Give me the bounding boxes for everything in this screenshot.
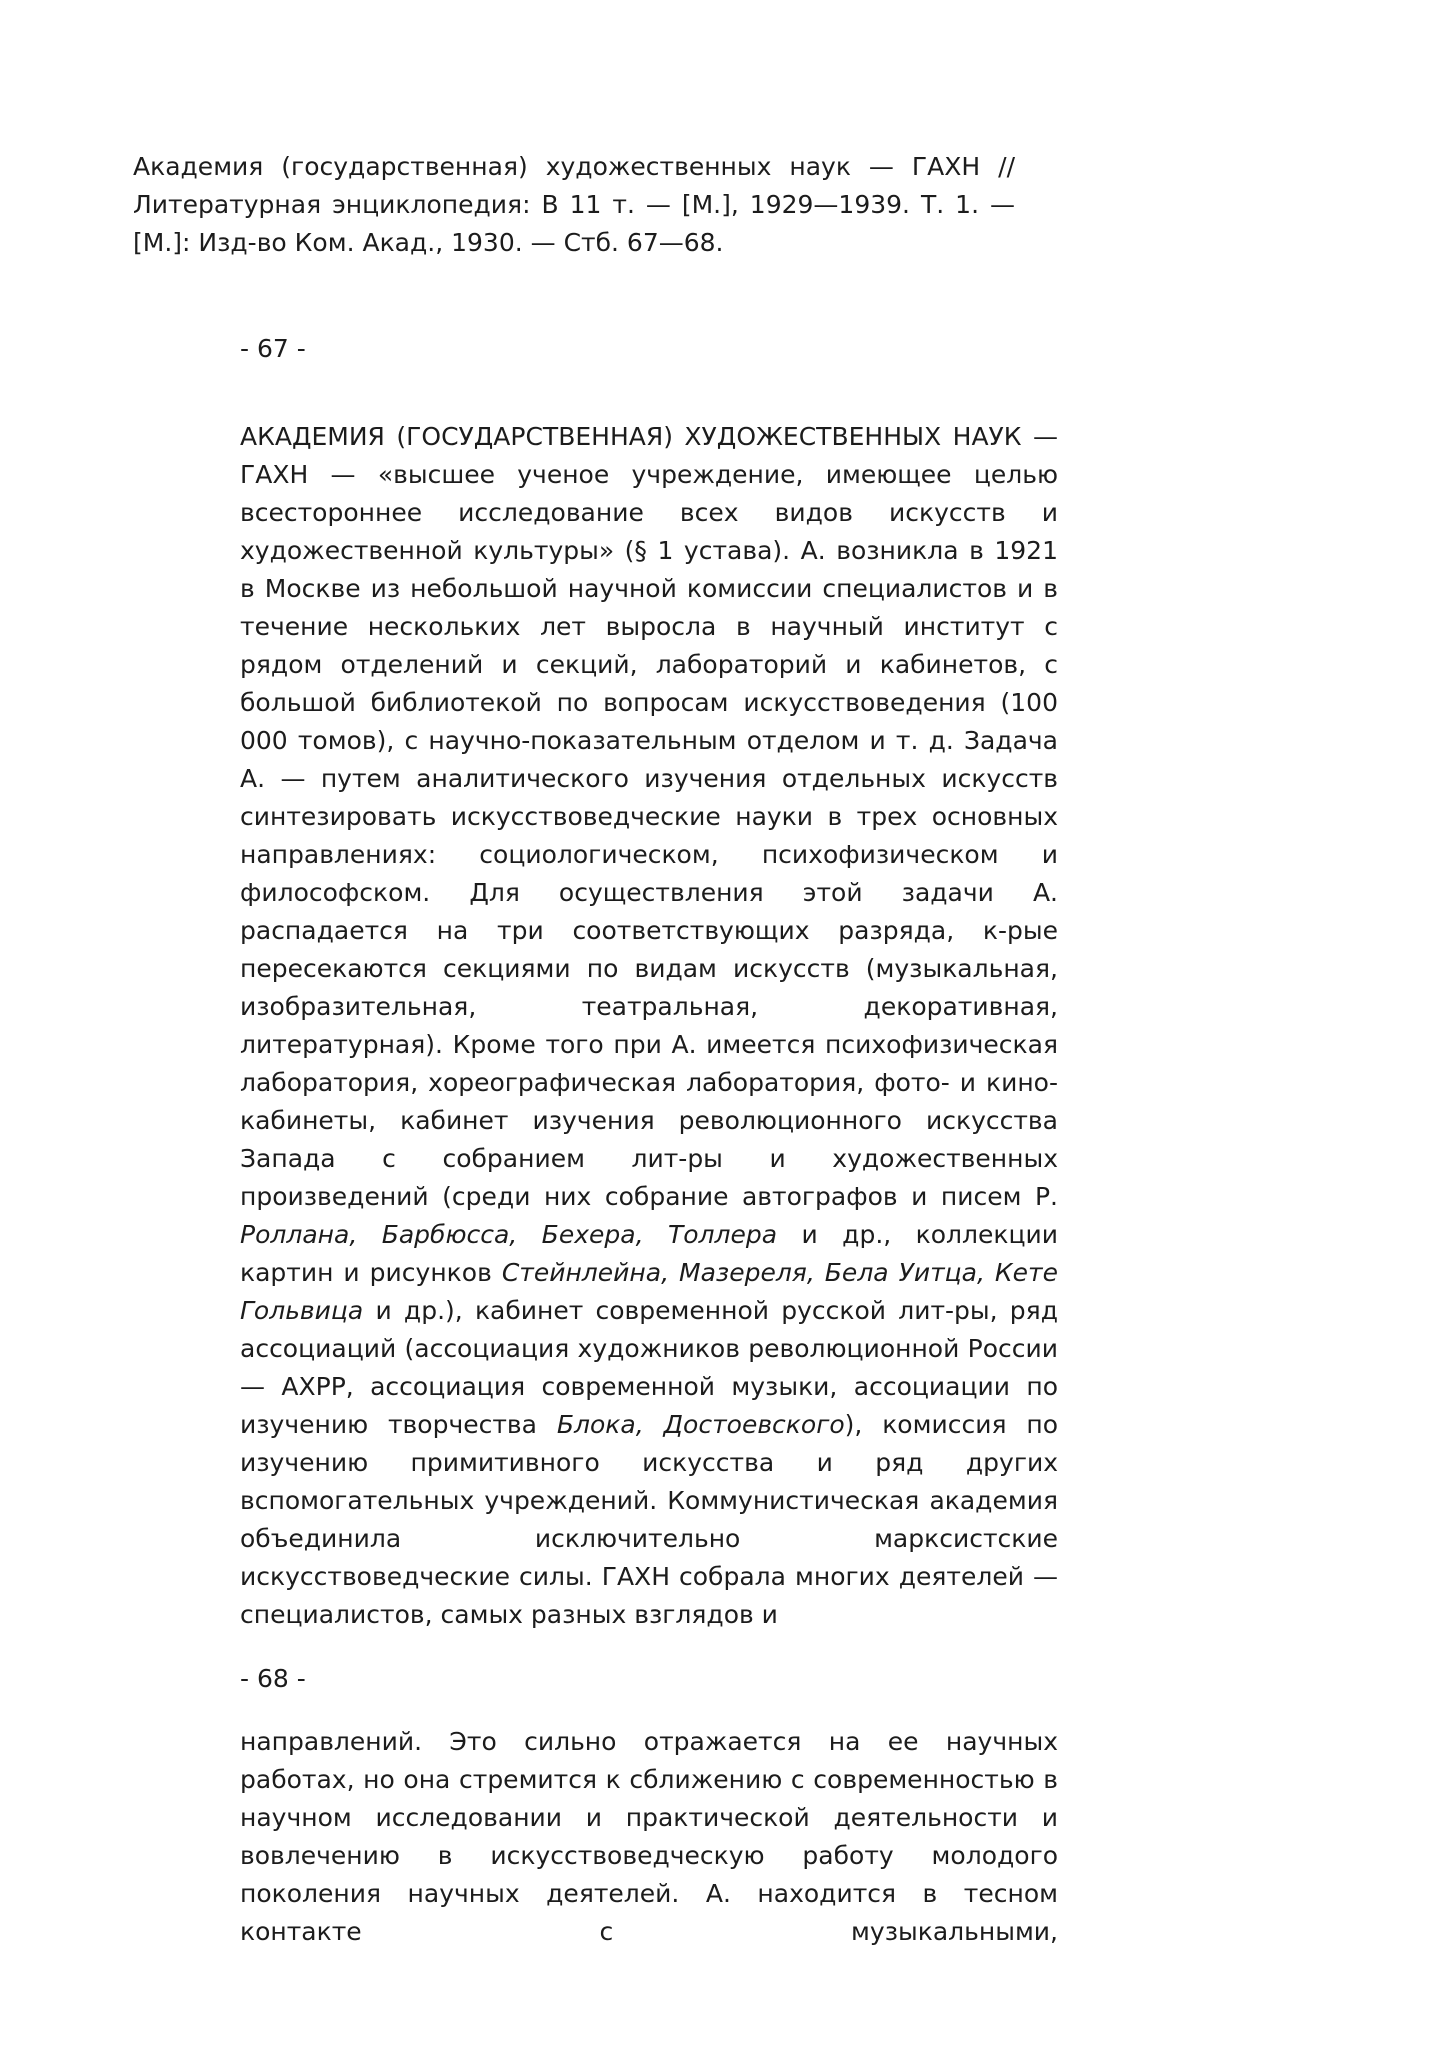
italic-name-run: Стейнлейна, Мазереля, Бела Уитца, Кете Гольвица (240, 1258, 1059, 1325)
article-paragraph-2 (240, 1723, 1058, 1951)
bibliographic-citation: Академия (государственная) художественных наук — ГАХН // Литературная энциклопедия: В 11 т. — [М.], 1929—1939. Т. 1. — [М.]: Изд-во Ком. Акад., 1930. — Стб. 67—68. (133, 152, 1015, 257)
italic-name-run: Блока, Достоевского (556, 1410, 845, 1439)
text-run: и др.), кабинет современной русской лит-ры, ряд ассоциаций (ассоциация художников революционной России — АХРР, ассоциация современной музыки, ассоциации по изучению творчества (240, 1296, 1058, 1439)
text-run: направлений. Это сильно отражается на ее научных работах, но она стремится к сближению с современностью в научном исследовании и практической деятельности и вовлечению в искусствоведческую работу молодого поколения научных деятелей. А. находится в тесном контакте с музыкальными, (240, 1727, 1058, 1946)
text-run: ), комиссия по изучению примитивного искусства и ряд других вспомогательных учреждений. Коммунистическая академия объединила исключительно марксистские искусствоведческие силы. ГАХН собрала многих деятелей — специалистов, самых разных взглядов и (240, 1410, 1058, 1629)
article-paragraph-1 (240, 418, 1058, 1634)
italic-name-run: Роллана, Барбюсса, Бехера, Толлера (240, 1220, 778, 1249)
text-run: и др., коллекции картин и рисунков (240, 1220, 1058, 1287)
column-marker-67: - 67 - (240, 334, 306, 363)
text-run: АКАДЕМИЯ (ГОСУДАРСТВЕННАЯ) ХУДОЖЕСТВЕННЫХ НАУК — ГАХН — «высшее ученое учреждение, имеющее целью всестороннее исследование всех видов искусств и художественной культуры» (§ 1 устава). А. возникла в 1921 в Москве из небольшой научной комиссии специалистов и в течение нескольких лет выросла в научный институт с рядом отделений и секций, лабораторий и кабинетов, с большой библиотекой по вопросам искусствоведения (100 000 томов), с научно-показательным отделом и т. д. Задача А. — путем аналитического изучения отдельных искусств синтезировать искусствоведческие науки в трех основных направлениях: социологическом, психофизическом и философском. Для осуществления этой задачи А. распадается на три соответствующих разряда, к-рые пересекаются секциями по видам искусств (музыкальная, изобразительная, театральная, декоративная, литературная). Кроме того при А. имеется психофизическая лаборатория, хореографическая лаборатория, фото- и кино-кабинеты, кабинет изучения революционного искусства Запада с собранием лит-ры и художественных произведений (среди них собрание автографов и писем Р. (240, 422, 1058, 1211)
column-marker-68: - 68 - (240, 1664, 306, 1693)
